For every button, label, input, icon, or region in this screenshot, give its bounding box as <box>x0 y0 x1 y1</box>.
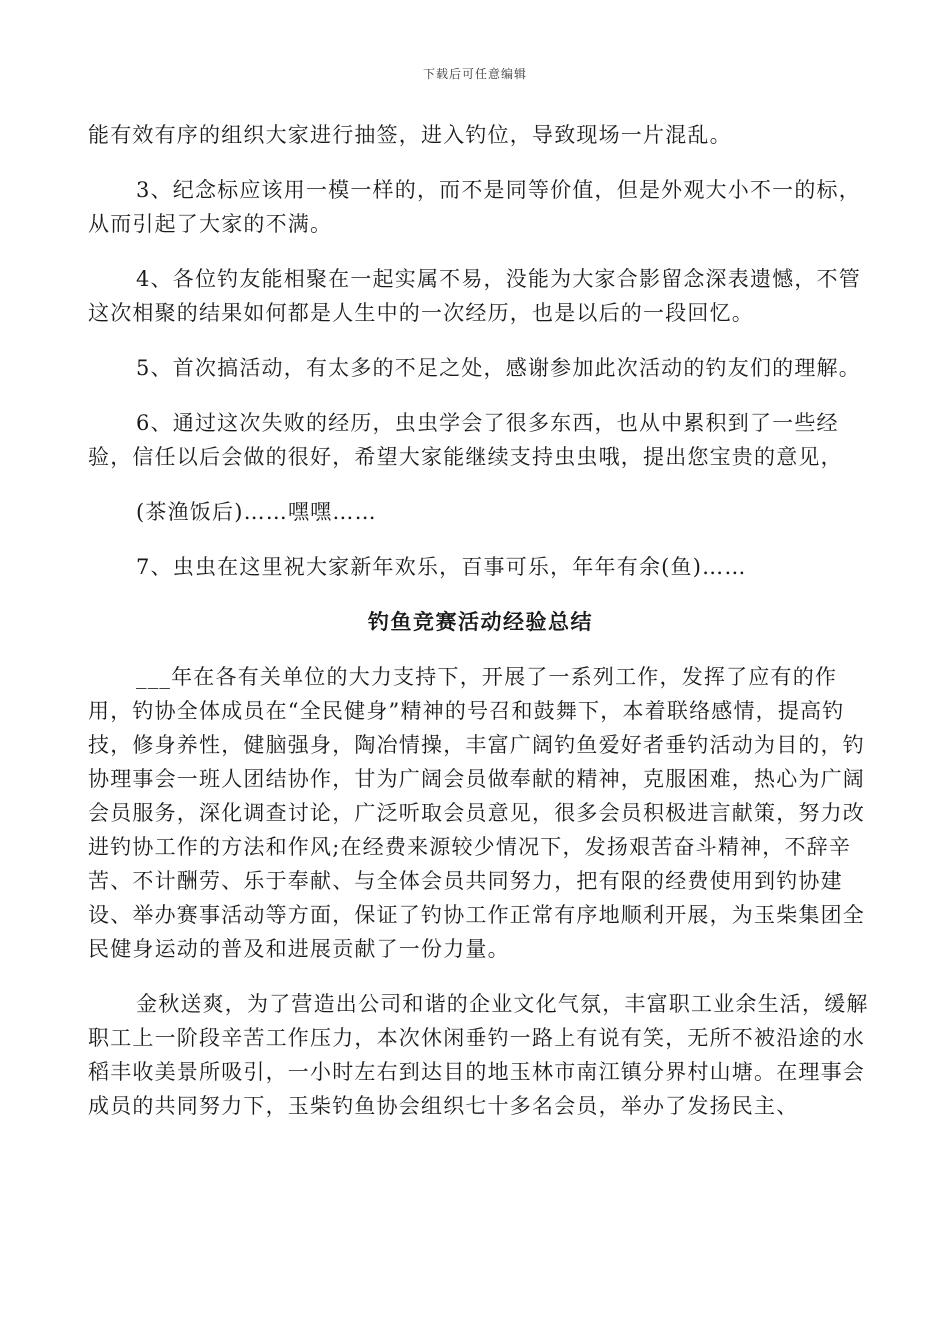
document-body <box>88 118 873 1144</box>
paragraph-continuation: 能有效有序的组织大家进行抽签，进入钓位，导致现场一片混乱。 <box>88 123 732 147</box>
paragraph-item-3: 3、纪念标应该用一模一样的，而不是同等价值，但是外观大小不一的标，从而引起了大家的不满。 <box>88 178 861 236</box>
section-title: 钓鱼竞赛活动经验总结 <box>368 609 593 634</box>
paragraph-summary-1: ___年在各有关单位的大力支持下，开展了一系列工作，发挥了应有的作用，钓协全体成员在“全民健身”精神的号召和鼓舞下，本着联络感情，提高钓技，修身养性，健脑强身，陶冶情操，丰富广阔钓鱼爱好者垂钓活动为目的，钓协理事会一班人团结协作，甘为广阔会员做奉献的精神，克服困难，热心为广阔会员服务，深化调查讨论，广泛听取会员意见，很多会员积极进言献策，努力改进钓协工作的方法和作风;在经费来源较少情况下，发扬艰苦奋斗精神，不辞辛苦、不计酬劳、乐于奉献、与全体会员共同努力，把有限的经费使用到钓协建设、举办赛事活动等方面，保证了钓协工作正常有序地顺利开展，为玉柴集团全民健身运动的普及和进展贡献了一份力量。 <box>88 665 865 961</box>
paragraph-item-4: 4、各位钓友能相聚在一起实属不易，没能为大家合影留念深表遗憾，不管这次相聚的结果如何都是人生中的一次经历，也是以后的一段回忆。 <box>88 267 861 325</box>
paragraph-item-6: 6、通过这次失败的经历，虫虫学会了很多东西，也从中累积到了一些经验，信任以后会做的很好，希望大家能继续支持虫虫哦，提出您宝贵的意见， <box>88 411 843 469</box>
page-header: 下载后可任意编辑 <box>422 67 527 81</box>
paragraph-item-7: 7、虫虫在这里祝大家新年欢乐，百事可乐，年年有余(鱼)…… <box>136 555 747 579</box>
paragraph-summary-2: 金秋送爽，为了营造出公司和谐的企业文化气氛，丰富职工业余生活，缓解职工上一阶段辛苦工作压力，本次休闲垂钓一路上有说有笑，无所不被沿途的水稻丰收美景所吸引，一小时左右到达目的地玉林市南江镇分界村山塘。在理事会成员的共同努力下，玉柴钓鱼协会组织七十多名会员，举办了发扬民主、 <box>88 992 869 1118</box>
paragraph-item-5: 5、首次搞活动，有太多的不足之处，感谢参加此次活动的钓友们的理解。 <box>136 356 861 380</box>
paragraph-aside: (茶渔饭后)……嘿嘿…… <box>136 500 377 524</box>
